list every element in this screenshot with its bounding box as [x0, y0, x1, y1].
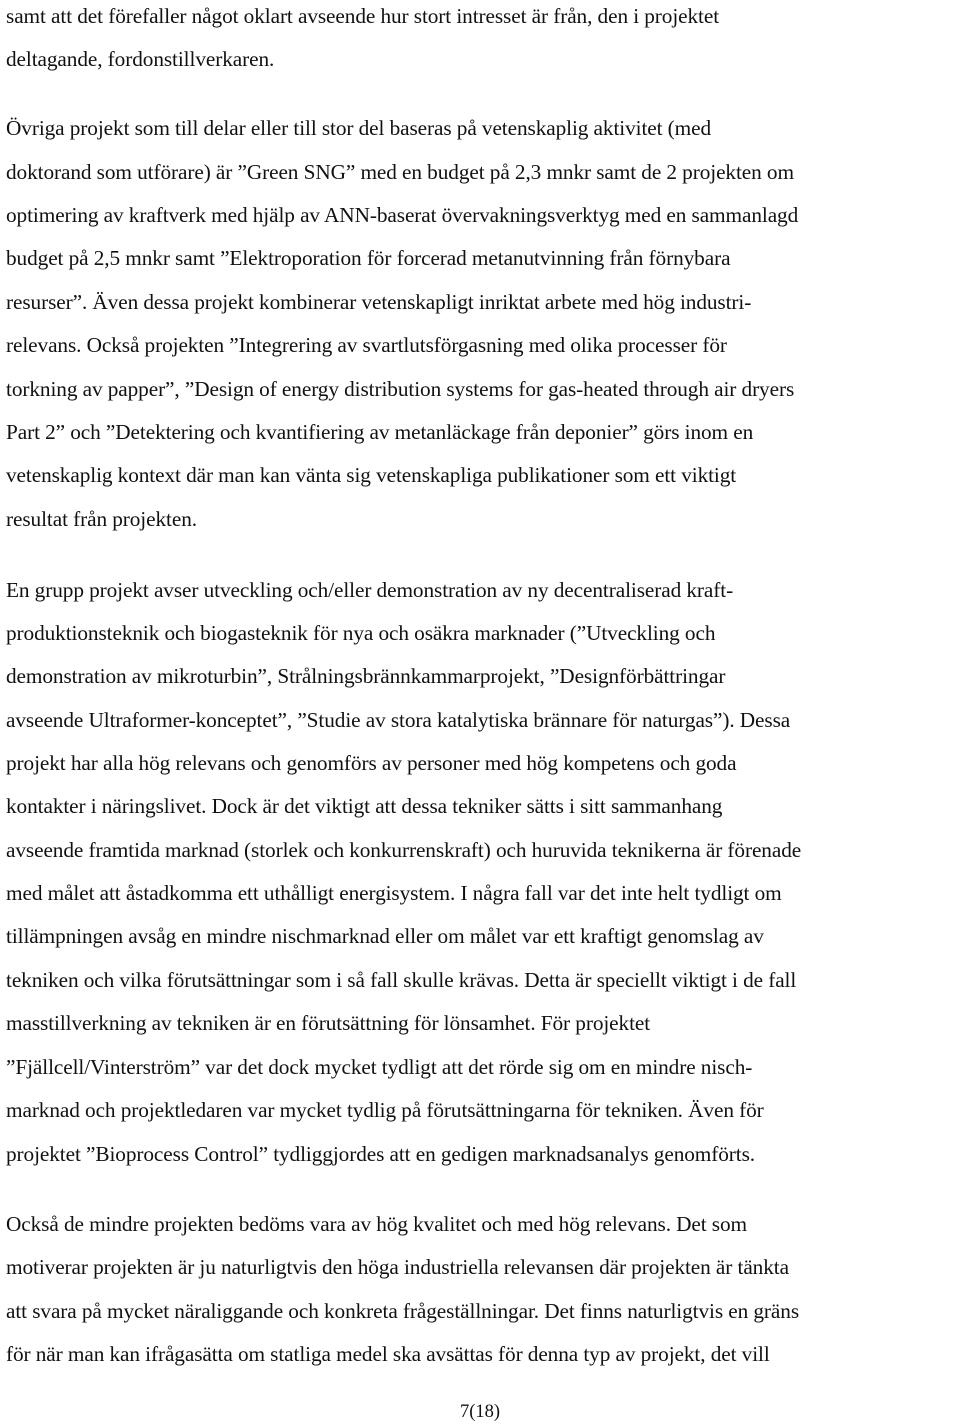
text-line: projekt har alla hög relevans och genomförs av personer med hög kompetens och goda — [6, 751, 737, 775]
text-line: samt att det förefaller något oklart avseende hur stort intresset är från, den i projektet — [6, 4, 720, 28]
text-line: masstillverkning av tekniken är en förutsättning för lönsamhet. För projektet — [6, 1011, 651, 1035]
text-line: Övriga projekt som till delar eller till stor del baseras på vetenskaplig aktivitet (med — [6, 116, 712, 140]
text-line: för när man kan ifrågasätta om statliga medel ska avsättas för denna typ av projekt, det vill — [6, 1342, 770, 1366]
text-line: deltagande, fordonstillverkaren. — [6, 47, 275, 71]
text-line: resultat från projekten. — [6, 507, 197, 531]
text-line: demonstration av mikroturbin”, Strålningsbrännkammarprojekt, ”Designförbättringar — [6, 664, 726, 688]
text-line: vetenskaplig kontext där man kan vänta sig vetenskapliga publikationer som ett viktigt — [6, 463, 737, 487]
text-line: optimering av kraftverk med hjälp av ANN-baserat övervakningsverktyg med en sammanlagd — [6, 203, 799, 227]
text-line: att svara på mycket näraliggande och konkreta frågeställningar. Det finns naturligtvis en gräns — [6, 1299, 800, 1323]
text-line: ”Fjällcell/Vinterström” var det dock mycket tydligt att det rörde sig om en mindre nisch- — [6, 1055, 753, 1079]
text-line: torkning av papper”, ”Design of energy distribution systems for gas-heated through air dryers — [6, 377, 795, 401]
text-line: doktorand som utförare) är ”Green SNG” med en budget på 2,3 mnkr samt de 2 projekten om — [6, 160, 794, 184]
text-line: motiverar projekten är ju naturligtvis den höga industriella relevansen där projekten är tänkta — [6, 1255, 789, 1279]
page-number: 7(18) — [459, 1402, 501, 1422]
text-line: relevans. Också projekten ”Integrering av svartlutsförgasning med olika processer för — [6, 333, 727, 357]
text-line: resurser”. Även dessa projekt kombinerar vetenskapligt inriktat arbete med hög industri- — [6, 290, 752, 314]
text-line: Också de mindre projekten bedöms vara av hög kvalitet och med hög relevans. Det som — [6, 1212, 748, 1236]
text-line: avseende framtida marknad (storlek och konkurrenskraft) och huruvida teknikerna är förenade — [6, 838, 802, 862]
text-line: tillämpningen avsåg en mindre nischmarknad eller om målet var ett kraftigt genomslag av — [6, 924, 764, 948]
text-line: avseende Ultraformer-konceptet”, ”Studie av stora katalytiska brännare för naturgas”). Dessa — [6, 708, 791, 732]
text-line: tekniken och vilka förutsättningar som i så fall skulle krävas. Detta är speciellt viktigt i de fall — [6, 968, 797, 992]
text-line: Part 2” och ”Detektering och kvantifiering av metanläckage från deponier” görs inom en — [6, 420, 754, 444]
text-line: projektet ”Bioprocess Control” tydliggjordes att en gedigen marknadsanalys genomförts. — [6, 1142, 756, 1166]
text-line: En grupp projekt avser utveckling och/eller demonstration av ny decentraliserad kraft- — [6, 578, 734, 602]
text-line: marknad och projektledaren var mycket tydlig på förutsättningarna för tekniken. Även för — [6, 1098, 764, 1122]
text-line: budget på 2,5 mnkr samt ”Elektroporation för forcerad metanutvinning från förnybara — [6, 246, 731, 270]
text-line: kontakter i näringslivet. Dock är det viktigt att dessa tekniker sätts i sitt sammanhang — [6, 794, 723, 818]
text-line: produktionsteknik och biogasteknik för nya och osäkra marknader (”Utveckling och — [6, 621, 716, 645]
text-line: med målet att åstadkomma ett uthålligt energisystem. I några fall var det inte helt tydligt om — [6, 881, 782, 905]
